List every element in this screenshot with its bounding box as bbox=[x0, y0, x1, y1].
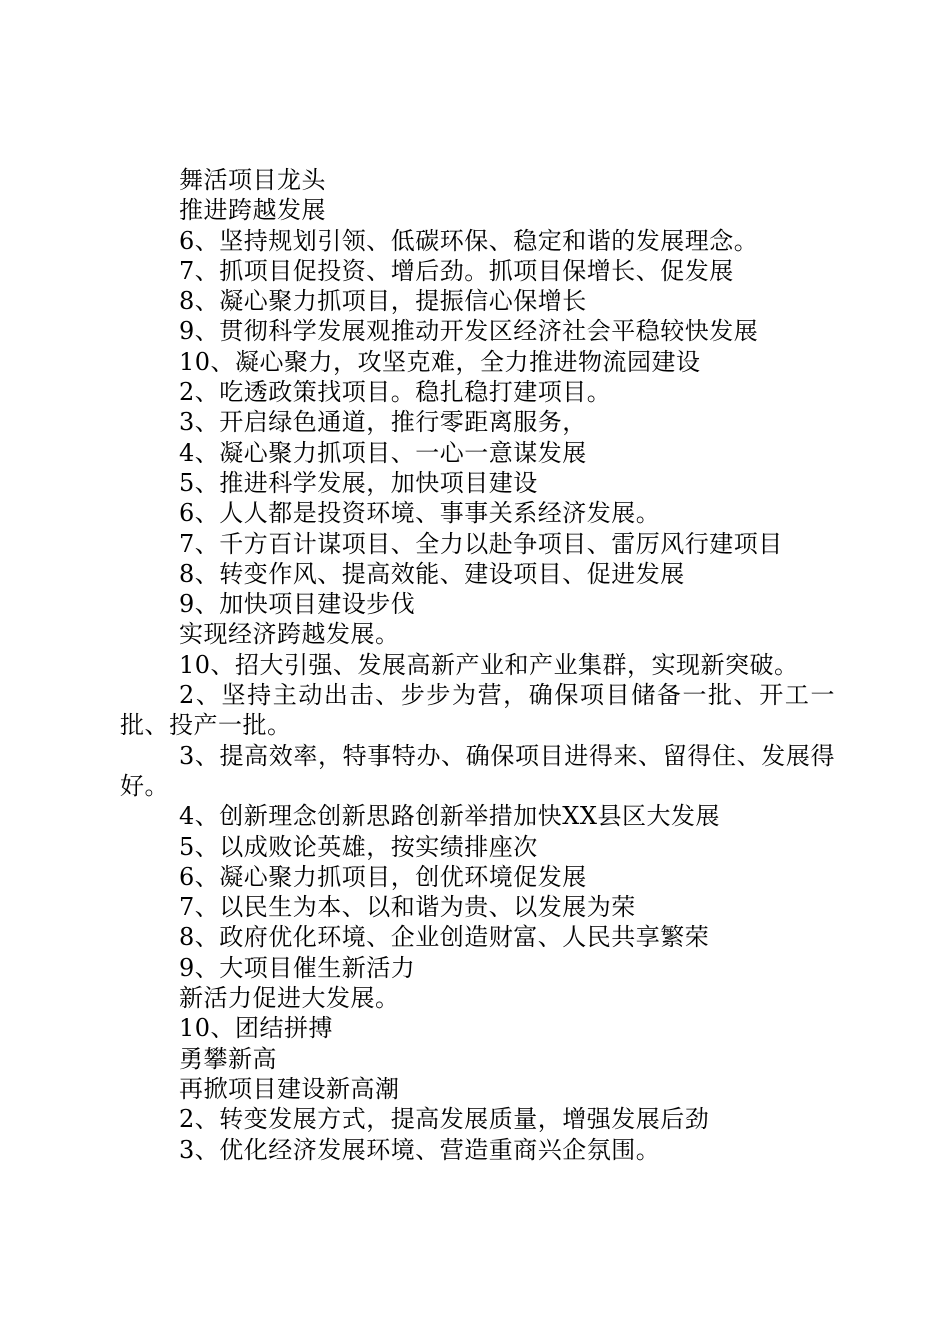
text-line-4: 7、抓项目促投资、增后劲。抓项目保增长、促发展 bbox=[179, 256, 734, 285]
text-line-9: 3、开启绿色通道，推行零距离服务， bbox=[179, 408, 587, 437]
text-line-20: 4、创新理念创新思路创新举措加快XX县区大发展 bbox=[179, 802, 720, 831]
text-line-5: 8、凝心聚力抓项目，提振信心保增长 bbox=[179, 287, 587, 316]
text-line-23: 7、以民生为本、以和谐为贵、以发展为荣 bbox=[179, 893, 636, 922]
text-line-2: 推进跨越发展 bbox=[179, 196, 326, 225]
text-line-11: 5、推进科学发展，加快项目建设 bbox=[179, 468, 538, 497]
text-line-6: 9、贯彻科学发展观推动开发区经济社会平稳较快发展 bbox=[179, 317, 759, 346]
text-line-13: 7、千方百计谋项目、全力以赴争项目、雷厉风行建项目 bbox=[179, 529, 783, 558]
text-line-26: 新活力促进大发展。 bbox=[179, 984, 400, 1013]
text-line-14: 8、转变作风、提高效能、建设项目、促进发展 bbox=[179, 559, 685, 588]
text-line-27: 10、团结拼搏 bbox=[179, 1014, 334, 1043]
text-line-16: 实现经济跨越发展。 bbox=[179, 620, 400, 649]
text-line-8: 2、吃透政策找项目。稳扎稳打建项目。 bbox=[179, 378, 612, 407]
text-line-3: 6、坚持规划引领、低碳环保、稳定和谐的发展理念。 bbox=[179, 226, 759, 255]
text-line-28: 勇攀新高 bbox=[179, 1044, 277, 1073]
text-line-31: 3、优化经济发展环境、营造重商兴企氛围。 bbox=[179, 1135, 661, 1164]
text-line-10: 4、凝心聚力抓项目、一心一意谋发展 bbox=[179, 438, 587, 467]
text-line-22: 6、凝心聚力抓项目，创优环境促发展 bbox=[179, 862, 587, 891]
text-line-7: 10、凝心聚力，攻坚克难，全力推进物流园建设 bbox=[179, 347, 701, 376]
text-line-15: 9、加快项目建设步伐 bbox=[179, 590, 416, 619]
text-paragraph-19: 3、提高效率，特事特办、确保项目进得来、留得住、发展得好。 bbox=[120, 741, 835, 800]
text-line-25: 9、大项目催生新活力 bbox=[179, 953, 416, 982]
text-line-21: 5、以成败论英雄，按实绩排座次 bbox=[179, 832, 538, 861]
text-line-12: 6、人人都是投资环境、事事关系经济发展。 bbox=[179, 499, 661, 528]
document-body bbox=[120, 165, 835, 1165]
text-paragraph-18: 2、坚持主动出击、步步为营，确保项目储备一批、开工一批、投产一批。 bbox=[120, 681, 835, 740]
text-line-17: 10、招大引强、发展高新产业和产业集群，实现新突破。 bbox=[179, 650, 799, 679]
text-line-24: 8、政府优化环境、企业创造财富、人民共享繁荣 bbox=[179, 923, 710, 952]
text-line-1: 舞活项目龙头 bbox=[179, 166, 326, 194]
text-line-30: 2、转变发展方式，提高发展质量，增强发展后劲 bbox=[179, 1105, 710, 1134]
text-line-29: 再掀项目建设新高潮 bbox=[179, 1074, 400, 1103]
